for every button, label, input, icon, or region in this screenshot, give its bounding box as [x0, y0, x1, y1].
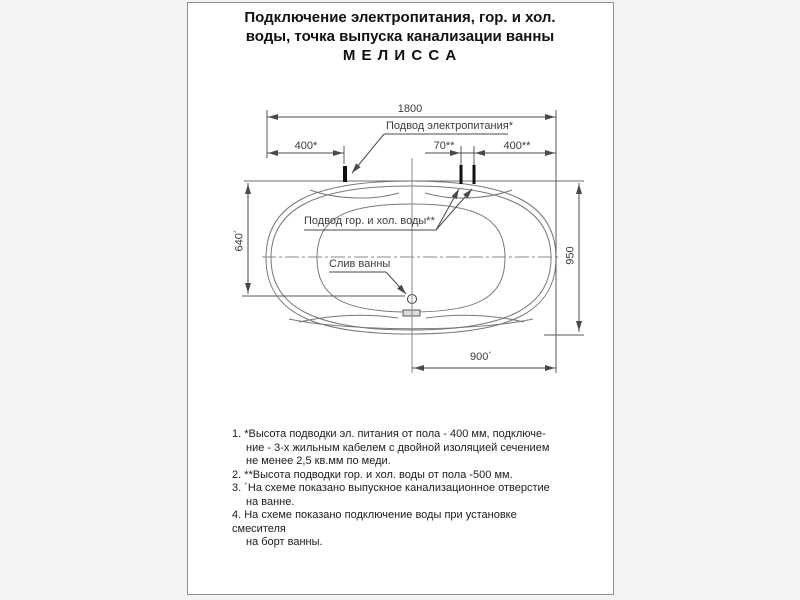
dim-text-400-left: 400*: [294, 140, 318, 152]
title-line-1: Подключение электропитания, гор. и хол.: [244, 9, 556, 26]
power-leader: [352, 134, 384, 173]
dim-text-950: 950: [564, 246, 577, 265]
note-line: 2. **Высота подводки гор. и хол. воды от пола -500 мм.: [232, 468, 513, 481]
label-power-supply: Подвод электропитания*: [386, 120, 513, 132]
notes-block: [232, 428, 562, 550]
tub-ledge-top-left: [310, 190, 399, 198]
label-drain: Слив ванны: [329, 258, 391, 270]
note-line: не менее 2,5 кв.мм по меди.: [246, 455, 391, 467]
leader-lines: [304, 134, 508, 294]
note-line: 3. ´На схеме показано выпускное канализационное отверстие: [232, 482, 550, 494]
dim-text-70: 70**: [433, 140, 455, 152]
dim-text-400-right: 400**: [503, 140, 531, 152]
note-line: на ванне.: [246, 495, 295, 508]
note-line: ние - 3-х жильным кабелем с двойной изоляцией сечением: [246, 441, 550, 454]
note-line: 1. *Высота подводки эл. питания от пола - 400 мм, подключе-: [232, 428, 546, 440]
dim-text-900: 900´: [469, 351, 493, 363]
dim-text-1800: 1800: [397, 103, 423, 115]
power-connection-mark: [343, 166, 347, 182]
label-water-supply: Подвод гор. и хол. воды**: [304, 215, 435, 227]
water-pipe-mark-right: [473, 165, 476, 184]
construction-lines: [244, 158, 584, 373]
note-line: 4. На схеме показано подключение воды при установке смесителя: [232, 509, 517, 535]
title-line-3: М Е Л И С С А: [342, 47, 458, 64]
water-pipe-mark-left: [460, 165, 463, 184]
dim-text-640: 640´: [233, 229, 246, 252]
note-line: на борт ванны.: [246, 536, 323, 548]
title-line-2: воды, точка выпуска канализации ванны: [245, 28, 555, 45]
drain-leader: [386, 272, 406, 294]
tub-rim-inner-edge: [271, 186, 551, 330]
water-leader-1: [436, 189, 459, 230]
